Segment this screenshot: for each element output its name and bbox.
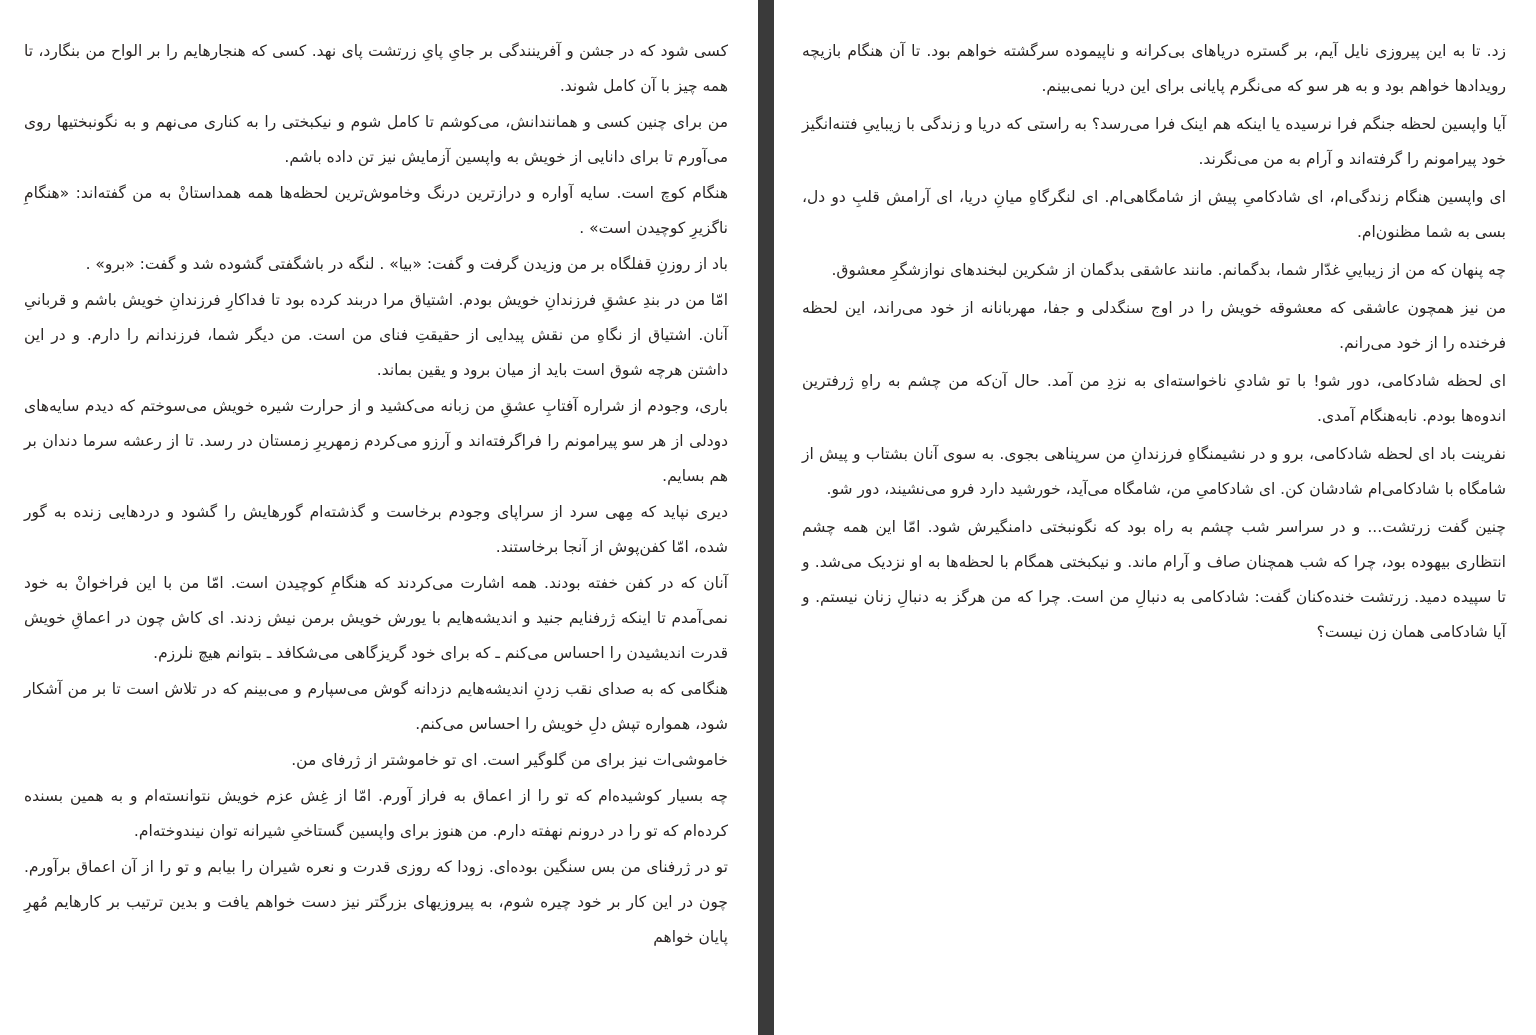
- right-paragraph-8: چنین گفت زرتشت... و در سراسر شب چشم به راه بود که نگونبختی دامنگیرش شود. امّا این همه چشم انتظاری بیهوده بود، چرا که شب همچنان صاف و آرام ماند. و نیکبختی همگام با لحظه‌ها به او نزدیک می‌شد. و تا سپیده دمید. زرتشت خنده‌کنان گفت: شادکامی به دنبالِ من است. چرا که من هرگز به دنبالِ زنان نیستم. و آیا شادکامی همان زن نیست؟: [802, 518, 1506, 641]
- left-paragraph-10: خاموشی‌ات نیز برای من گلوگیر است. ای تو خاموشتر از ژرفای من.: [291, 751, 728, 769]
- right-paragraph-7: نفرینت باد ای لحظه شادکامی، برو و در نشیمنگاهِ فرزندانِ من سرپناهی بجوی. به سوی آنان بشتاب و پیش از شامگاه با شادکامی‌ام شادشان کن. ای شادکامیِ من، شامگاه می‌آید، خورشید دارد فرو می‌نشیند، دور شو.: [802, 445, 1506, 498]
- left-paragraph-7: دیری نپاید که مِهی سرد از سراپای وجودم برخاست و گذشته‌ام گورهایش را گشود و دردهایی زنده به گور شده، امّا کفن‌پوش از آنجا برخاستند.: [24, 503, 728, 556]
- left-page: [0, 0, 758, 1035]
- right-paragraph-3: ای واپسین هنگام زندگی‌ام، ای شادکامیِ پیش از شامگاهی‌ام. ای لنگرگاهِ میانِ دریا، ای آرامش قلبِ دو دل، بسی به شما مظنون‌ام.: [802, 188, 1506, 241]
- left-paragraph-12: تو در ژرفنای من بس سنگین بوده‌ای. زودا که روزی قدرت و نعره شیران را بیابم و تو را از آن اعماق برآورم. چون در این کار بر خود چیره شوم، به پیروزیهای بزرگتر نیز دست خواهم یافت و بدین ترتیب بر کارهایم مُهرِ پایان خواهم: [24, 858, 728, 946]
- right-paragraph-6: ای لحظه شادکامی، دور شو! با تو شادیِ ناخواسته‌ای به نزدِ من آمد. حال آن‌که من چشم به راهِ ژرفترین اندوه‌ها بودم. نابه‌هنگام آمدی.: [802, 372, 1506, 425]
- right-paragraph-1: زد. تا به این پیروزی نایل آیم، بر گستره دریاهای بی‌کرانه و ناپیموده سرگشته خواهم بود. تا آن هنگام بازیچه رویدادها خواهم بود و به هر سو که می‌نگرم پایانی برای این دریا نمی‌بینم.: [802, 42, 1506, 95]
- left-paragraph-11: چه بسیار کوشیده‌ام که تو را از اعماق به فراز آورم. امّا از غِش عزم خویش نتوانسته‌ام و به همین بسنده کرده‌ام که تو را در درونم نهفته دارم. من هنوز برای واپسین گستاخیِ شیرانه توان نیندوخته‌ام.: [24, 787, 728, 840]
- left-paragraph-4: باد از روزنِ قفلگاه بر من وزیدن گرفت و گفت: «بیا» . لنگه در باشگفتی گشوده شد و گفت: «برو» .: [85, 255, 728, 273]
- right-paragraph-2: آیا واپسین لحظه جنگم فرا نرسیده یا اینکه هم اینک فرا می‌رسد؟ به راستی که دریا و زندگی با زیباییِ فتنه‌انگیز خود پیرامونم را گرفته‌اند و آرام به من می‌نگرند.: [802, 115, 1506, 168]
- left-paragraph-6: باری، وجودم از شراره آفتابِ عشقِ من زبانه می‌کشید و از حرارت شیره خویش می‌سوختم که دیدم سایه‌های دودلی از هر سو پیرامونم را فراگرفته‌اند و آرزو می‌کردم زمهریرِ زمستان در رسد. تا از رعشه سرما دندان بر هم بسایم.: [24, 397, 728, 485]
- left-paragraph-2: من برای چنین کسی و همانندانش، می‌کوشم تا کامل شوم و نیکبختی را به کناری می‌نهم و به نگونبختیها روی می‌آورم تا برای دانایی از خویش به واپسین آزمایش نیز تن داده باشم.: [24, 113, 728, 166]
- book-gutter: [758, 0, 774, 1035]
- left-paragraph-8: آنان که در کفن خفته بودند. همه اشارت می‌کردند که هنگامِ کوچیدن است. امّا من با این فراخوانْ به خود نمی‌آمدم تا اینکه ژرفنایم جنید و اندیشه‌هایم با یورش خویش برمن نیش زدند. ای کاش چون در اعماقِ خویش قدرت اندیشیدن را احساس می‌کنم ـ که برای خود گریزگاهی می‌شکافد ـ بتوانم هیچ نلرزم.: [24, 574, 728, 662]
- left-paragraph-5: امّا من در بندِ عشقِ فرزندانِ خویش بودم. اشتیاق مرا دربند کرده بود تا فداکارِ فرزندانِ خویش باشم و قربانیِ آنان. اشتیاق از نگاهِ من نقش پیدایی از حقیقتِ فنای من است. من دیگر شما، فرزندانم را دارم. و در این داشتن هرچه شوق است باید از میان برود و یقین بماند.: [24, 291, 728, 379]
- left-paragraph-1: کسی شود که در جشن و آفرینندگی بر جایِ پایِ زرتشت پای نهد. کسی که هنجارهایم را بر الواح من بنگارد، تا همه چیز با آن کامل شوند.: [24, 42, 728, 95]
- right-page: [774, 0, 1536, 1035]
- right-paragraph-5: من نیز همچون عاشقی که معشوقه خویش را در اوج سنگدلی و جفا، مهربانانه از خود می‌راند، این لحظه فرخنده را از خود می‌رانم.: [802, 299, 1506, 352]
- right-paragraph-4: چه پنهان که من از زیباییِ غدّار شما، بدگمانم. مانند عاشقی بدگمان از شکرین لبخندهای نوازشگرِ معشوق.: [831, 261, 1506, 279]
- left-paragraph-3: هنگام کوچ است. سایه آواره و درازترین درنگ وخاموش‌ترین لحظه‌ها همه همداستانْ به من گفته‌اند: «هنگامِ ناگزیرِ کوچیدن است» .: [24, 184, 728, 237]
- left-paragraph-9: هنگامی که به صدای نقب زدنِ اندیشه‌هایم دزدانه گوش می‌سپارم و می‌بینم که در تلاش است تا بر من آشکار شود، همواره تپش دلِ خویش را احساس می‌کنم.: [24, 680, 728, 733]
